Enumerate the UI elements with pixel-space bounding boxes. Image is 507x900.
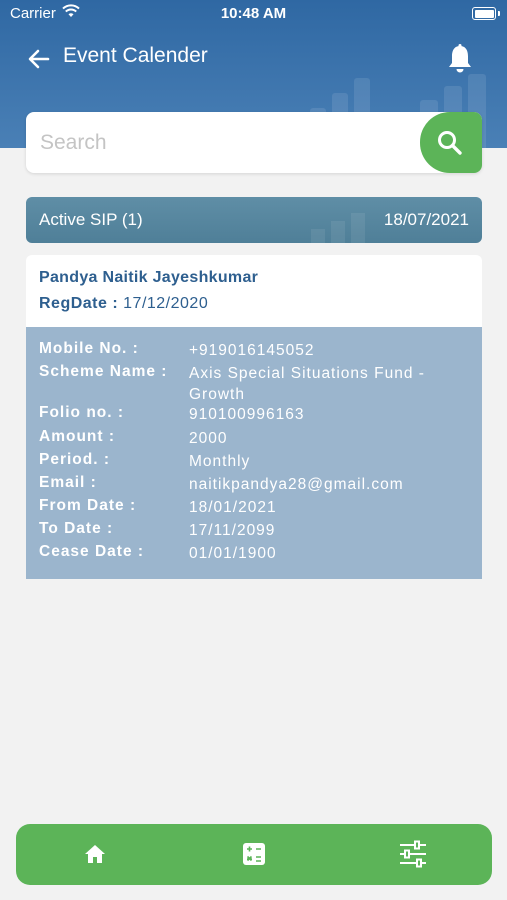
bottom-nav xyxy=(16,824,492,885)
sip-record-card[interactable] xyxy=(26,255,482,579)
detail-label: Scheme Name : xyxy=(39,363,168,380)
detail-label: Email : xyxy=(39,474,97,491)
card-details xyxy=(26,327,482,579)
detail-value: Axis Special Situations Fund - Growth xyxy=(189,365,425,403)
battery-icon xyxy=(472,7,496,20)
detail-label: Amount : xyxy=(39,428,116,445)
detail-label: Mobile No. : xyxy=(39,340,139,357)
reg-date-label: RegDate : xyxy=(39,295,119,312)
detail-value: 18/01/2021 xyxy=(189,499,277,516)
detail-value: 01/01/1900 xyxy=(189,545,277,562)
search-icon xyxy=(435,128,465,158)
nav-home-button[interactable] xyxy=(65,824,125,885)
detail-value: naitikpandya28@gmail.com xyxy=(189,476,404,493)
reg-date-value: 17/12/2020 xyxy=(123,295,209,312)
card-header xyxy=(26,255,482,327)
detail-label: From Date : xyxy=(39,497,137,514)
nav-calculator-button[interactable] xyxy=(224,824,284,885)
search-button[interactable] xyxy=(420,112,482,173)
detail-label: To Date : xyxy=(39,520,114,537)
arrow-left-icon[interactable] xyxy=(26,46,52,72)
active-sip-header[interactable] xyxy=(26,197,482,243)
status-time: 10:48 AM xyxy=(220,5,287,22)
detail-value: 2000 xyxy=(189,430,228,447)
reg-date-line xyxy=(39,295,208,313)
search-input[interactable] xyxy=(38,124,422,162)
bell-icon[interactable] xyxy=(445,43,475,75)
detail-label: Folio no. : xyxy=(39,404,125,421)
detail-label: Cease Date : xyxy=(39,543,145,560)
status-bar xyxy=(0,0,507,28)
sliders-icon xyxy=(398,839,428,869)
detail-value: Monthly xyxy=(189,453,251,470)
calculator-icon xyxy=(242,842,266,866)
search-box xyxy=(26,112,482,173)
detail-value: +919016145052 xyxy=(189,342,315,359)
detail-value: 910100996163 xyxy=(189,406,305,423)
page-title: Event Calender xyxy=(63,44,208,67)
active-sip-date: 18/07/2021 xyxy=(383,210,469,229)
nav-filter-button[interactable] xyxy=(383,824,443,885)
detail-label: Period. : xyxy=(39,451,111,468)
home-icon xyxy=(83,842,107,866)
detail-value: 17/11/2099 xyxy=(189,522,276,539)
active-sip-label: Active SIP (1) xyxy=(39,210,143,229)
investor-name: Pandya Naitik Jayeshkumar xyxy=(39,269,259,286)
carrier-label: Carrier xyxy=(10,5,56,22)
